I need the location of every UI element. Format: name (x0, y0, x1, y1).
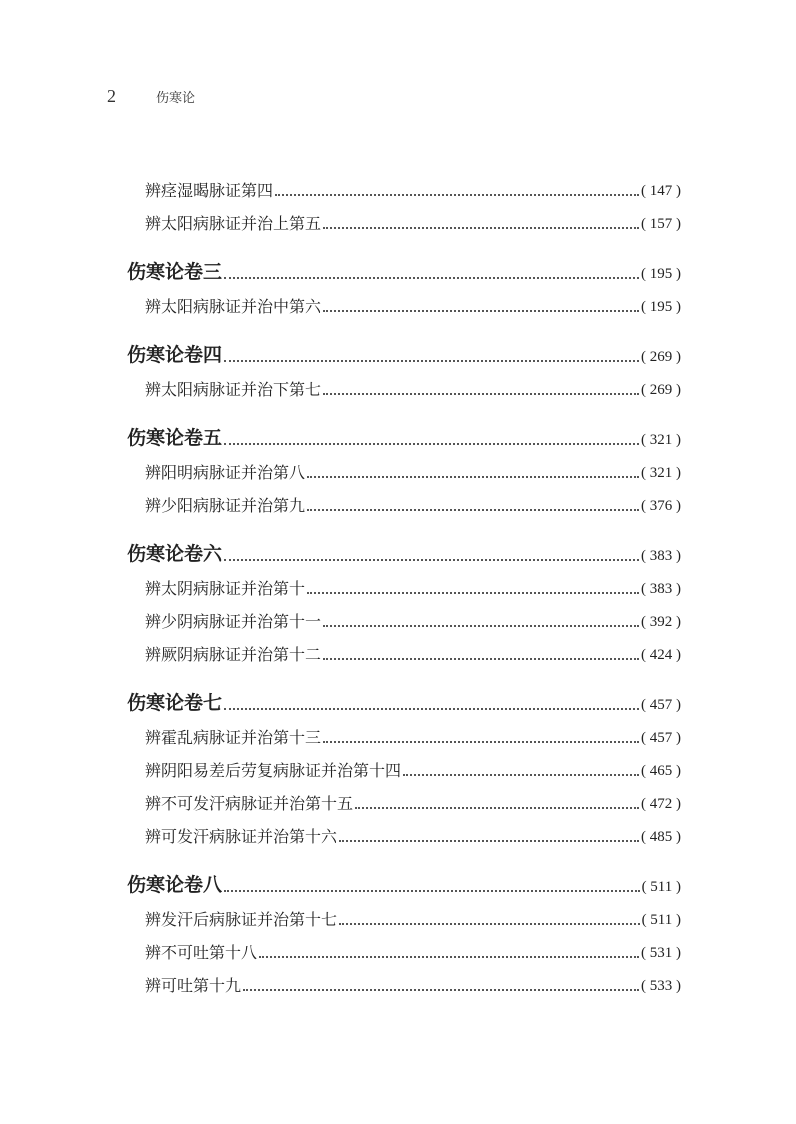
toc-entry-page: ( 147 ) (641, 183, 681, 199)
toc-entry-page: ( 383 ) (641, 581, 681, 597)
toc-entry-title: 辨太阳病脉证并治下第七 (145, 380, 322, 399)
toc-entry-page: ( 531 ) (641, 945, 681, 961)
toc-entry-page: ( 457 ) (641, 730, 681, 746)
toc-entry-page: ( 157 ) (641, 216, 681, 232)
dot-leader (323, 310, 639, 312)
toc-entry-page: ( 269 ) (641, 349, 681, 365)
toc-entry-title: 辨霍乱病脉证并治第十三 (145, 728, 322, 747)
toc-entry-page: ( 321 ) (641, 465, 681, 481)
toc-entry-title: 辨厥阴病脉证并治第十二 (145, 645, 322, 664)
dot-leader (243, 989, 639, 991)
toc-entry-title: 伤寒论卷四 (127, 344, 223, 366)
dot-leader (323, 227, 639, 229)
toc-entry-title: 辨可发汗病脉证并治第十六 (145, 827, 338, 846)
toc-volume-entry (127, 256, 681, 282)
toc-chapter-entry (145, 173, 681, 199)
toc-entry-title: 辨少阳病脉证并治第九 (145, 496, 306, 515)
toc-entry-title: 辨发汗后病脉证并治第十七 (145, 910, 338, 929)
dot-leader (307, 476, 639, 478)
dot-leader (224, 890, 640, 892)
toc-entry-title: 辨可吐第十九 (145, 976, 242, 995)
dot-leader (307, 592, 639, 594)
toc-entry-title: 辨阴阳易差后劳复病脉证并治第十四 (145, 761, 402, 780)
page-number: 2 (107, 86, 116, 106)
toc-entry-page: ( 383 ) (641, 548, 681, 564)
toc-entry-page: ( 424 ) (641, 647, 681, 663)
toc-chapter-entry (145, 637, 681, 663)
toc-chapter-entry (145, 968, 681, 994)
dot-leader (224, 708, 639, 710)
toc-entry-title: 伤寒论卷三 (127, 261, 223, 283)
toc-chapter-entry (145, 720, 681, 746)
dot-leader (323, 625, 639, 627)
book-title: 伤寒论 (156, 91, 196, 106)
toc-chapter-entry (145, 786, 681, 812)
toc-chapter-entry (145, 488, 681, 514)
dot-leader (323, 393, 639, 395)
dot-leader (323, 741, 639, 743)
toc-entry-page: ( 485 ) (641, 829, 681, 845)
toc-chapter-entry (145, 819, 681, 845)
toc-chapter-entry (145, 372, 681, 398)
toc-entry-page: ( 321 ) (641, 432, 681, 448)
toc-volume-entry (127, 538, 681, 564)
toc-chapter-entry (145, 206, 681, 232)
toc-chapter-entry (145, 289, 681, 315)
toc-entry-page: ( 195 ) (641, 266, 681, 282)
toc-chapter-entry (145, 753, 681, 779)
toc-volume-entry (127, 339, 681, 365)
dot-leader (339, 923, 640, 925)
dot-leader (224, 277, 639, 279)
toc-chapter-entry (145, 902, 681, 928)
toc-entry-title: 辨太阳病脉证并治中第六 (145, 297, 322, 316)
running-header (107, 86, 195, 107)
toc-chapter-entry (145, 571, 681, 597)
dot-leader (323, 658, 639, 660)
toc-entry-title: 辨阳明病脉证并治第八 (145, 463, 306, 482)
toc-entry-page: ( 472 ) (641, 796, 681, 812)
toc-entry-page: ( 195 ) (641, 299, 681, 315)
dot-leader (224, 443, 639, 445)
toc-entry-page: ( 392 ) (641, 614, 681, 630)
toc-entry-title: 伤寒论卷六 (127, 543, 223, 565)
toc-chapter-entry (145, 935, 681, 961)
dot-leader (403, 774, 639, 776)
toc-entry-title: 伤寒论卷七 (127, 692, 223, 714)
toc-entry-title: 辨太阴病脉证并治第十 (145, 579, 306, 598)
toc-volume-entry (127, 687, 681, 713)
dot-leader (307, 509, 639, 511)
toc-entry-title: 辨少阴病脉证并治第十一 (145, 612, 322, 631)
toc-volume-entry (127, 869, 681, 895)
toc-entry-title: 辨不可发汗病脉证并治第十五 (145, 794, 354, 813)
toc-entry-title: 伤寒论卷八 (127, 874, 223, 896)
toc-volume-entry (127, 422, 681, 448)
toc-entry-page: ( 457 ) (641, 697, 681, 713)
toc-entry-page: ( 511 ) (641, 912, 681, 928)
toc-entry-title: 伤寒论卷五 (127, 427, 223, 449)
toc-entry-title: 辨太阳病脉证并治上第五 (145, 214, 322, 233)
toc-chapter-entry (145, 455, 681, 481)
toc-entry-page: ( 376 ) (641, 498, 681, 514)
toc-entry-page: ( 533 ) (641, 978, 681, 994)
dot-leader (355, 807, 639, 809)
toc-entry-page: ( 269 ) (641, 382, 681, 398)
dot-leader (259, 956, 639, 958)
dot-leader (275, 194, 639, 196)
dot-leader (339, 840, 639, 842)
toc-chapter-entry (145, 604, 681, 630)
toc-entry-title: 辨痉湿暍脉证第四 (145, 181, 274, 200)
dot-leader (224, 360, 639, 362)
toc-entry-title: 辨不可吐第十八 (145, 943, 258, 962)
toc-entry-page: ( 465 ) (641, 763, 681, 779)
dot-leader (224, 559, 639, 561)
toc-entry-page: ( 511 ) (641, 879, 681, 895)
